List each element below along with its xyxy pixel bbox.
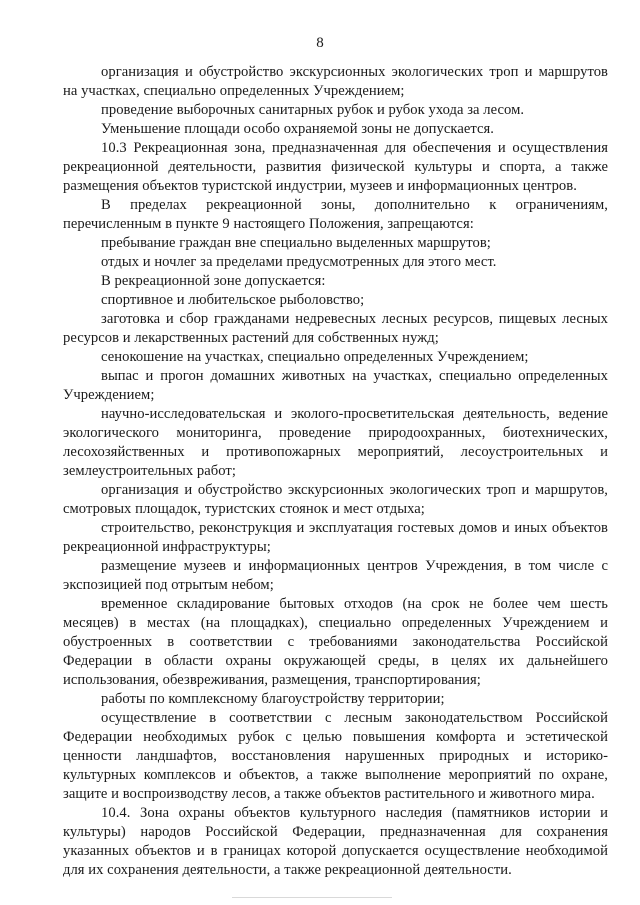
paragraph-11: сенокошение на участках, специально определенных Учреждением; [101,349,529,365]
page-number: 8 [316,35,324,51]
paragraph-12: выпас и прогон домашних животных на участках, специально определенных Учреждением; [63,368,608,403]
paragraph-20: 10.4. Зона охраны объектов культурного наследия (памятников истории и культуры) народов Российской Федерации, предназначенная для сохранения указанных объектов и в границах которой допускается осуществление необходимой для их сохранения деятельности, а также рекреационной деятельности. [63,805,608,878]
document-body [63,63,608,880]
paragraph-10: заготовка и сбор гражданами недревесных лесных ресурсов, пищевых лесных ресурсов и лекарственных растений для собственных нужд; [63,311,608,346]
paragraph-9: спортивное и любительское рыболовство; [101,292,365,308]
paragraph-3: Уменьшение площади особо охраняемой зоны не допускается. [101,121,494,137]
paragraph-6: пребывание граждан вне специально выделенных маршрутов; [101,235,491,251]
paragraph-5: В пределах рекреационной зоны, дополнительно к ограничениям, перечисленным в пункте 9 настоящего Положения, запрещаются: [63,197,608,232]
paragraph-16: размещение музеев и информационных центров Учреждения, в том числе с экспозицией под отрытым небом; [63,558,608,593]
paragraph-13: научно-исследовательская и эколого-просветительская деятельность, ведение экологического мониторинга, проведение природоохранных, биотехнических, лесохозяйственных и противопожарных мероприятий, лесоустроительных и землеустроительных работ; [63,406,608,479]
paragraph-15: строительство, реконструкция и эксплуатация гостевых домов и иных объектов рекреационной инфраструктуры; [63,520,608,555]
paragraph-7: отдых и ночлег за пределами предусмотренных для этого мест. [101,254,497,270]
paragraph-17: временное складирование бытовых отходов (на срок не более чем шесть месяцев) в местах (на площадках), специально определенных Учреждением и обустроенных в соответствии с требованиями законодательства Российской Федерации в области охраны окружающей среды, в целях их дальнейшего использования, обезвреживания, размещения, транспортирования; [63,596,608,688]
paragraph-14: организация и обустройство экскурсионных экологических троп и маршрутов, смотровых площадок, туристских стоянок и мест отдыха; [63,482,608,517]
paragraph-18: работы по комплексному благоустройству территории; [101,691,445,707]
paragraph-4: 10.3 Рекреационная зона, предназначенная для обеспечения и осуществления рекреационной деятельности, развития физической культуры и спорта, а также размещения объектов туристской индустрии, музеев и информационных центров. [63,140,608,194]
paragraph-8: В рекреационной зоне допускается: [101,273,326,289]
paragraph-2: проведение выборочных санитарных рубок и рубок ухода за лесом. [101,102,525,118]
paragraph-19: осуществление в соответствии с лесным законодательством Российской Федерации необходимых рубок с целью повышения комфорта и эстетической ценности ландшафтов, восстановления нарушенных природных и историко-культурных комплексов и объектов, а также выполнение мероприятий по охране, защите и воспроизводству лесов, а также объектов растительного и животного мира. [63,710,608,802]
paragraph-1: организация и обустройство экскурсионных экологических троп и маршрутов на участках, специально определенных Учреждением; [63,64,608,99]
scan-artifact-line [232,897,392,898]
